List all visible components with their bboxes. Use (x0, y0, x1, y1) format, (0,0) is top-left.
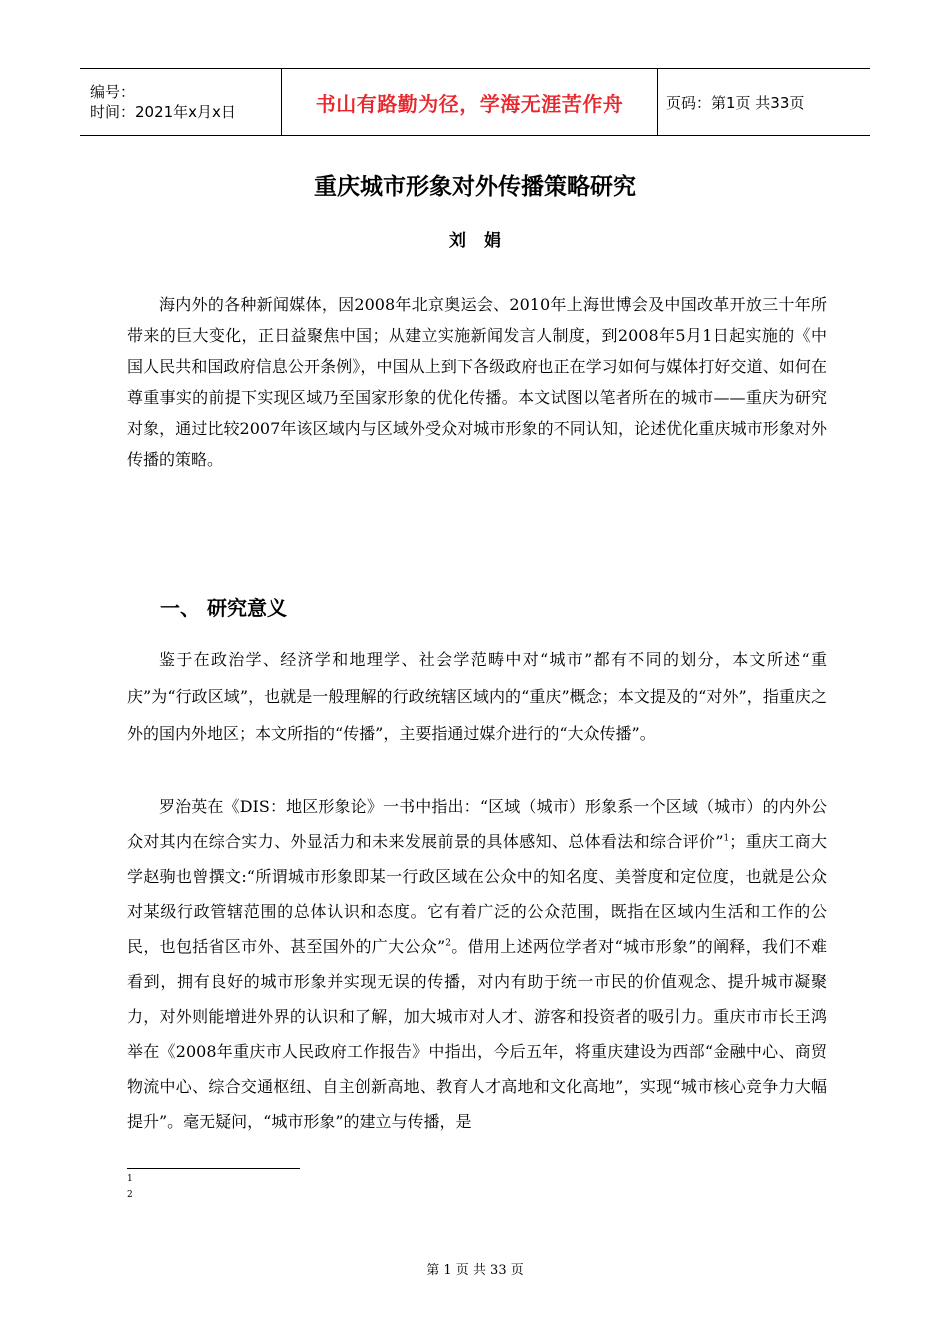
footnote-2: 2 (127, 1190, 133, 1200)
para2-text-a: 罗治英在《DIS：地区形象论》一书中指出：“区域（城市）形象系一个区域（城市）的内外公众对其内在综合实力、外显活力和未来发展前景的具体感知、总体看法和综合评价” (127, 797, 827, 851)
page-footer: 第 1 页 共 33 页 (426, 1263, 524, 1278)
header-motto-cell (281, 69, 658, 135)
document-title: 重庆城市形象对外传播策略研究 (314, 174, 636, 200)
footnote-1: 1 (127, 1174, 133, 1184)
author-name: 刘娟 (449, 231, 519, 251)
document-header (80, 68, 870, 136)
footnote-separator (127, 1168, 300, 1169)
para2-text-c: 。借用上述两位学者对“城市形象”的阐释，我们不难看到，拥有良好的城市形象并实现无误的传播，对内有助于统一市民的价值观念、提升城市凝聚力，对外则能增进外界的认识和了解，加大城市对人才、游客和投资者的吸引力。重庆市市长王鸿举在《2008年重庆市人民政府工作报告》中指出，今后五年，将重庆建设为西部“金融中心、商贸物流中心、综合交通枢纽、自主创新高地、教育人才高地和文化高地”，实现“城市核心竞争力大幅提升”。毫无疑问，“城市形象”的建立与传播，是 (127, 937, 827, 1131)
footnote-ref-1: 1 (723, 833, 730, 844)
section-heading: 一、 研究意义 (160, 596, 287, 620)
body-paragraph-1: 鉴于在政治学、经济学和地理学、社会学范畴中对“城市”都有不同的划分，本文所述“重庆”为“行政区域”，也就是一般理解的行政统辖区域内的“重庆”概念；本文提及的“对外”，指重庆之外的国内外地区；本文所指的“传播”，主要指通过媒介进行的“大众传播”。 (127, 650, 827, 743)
body-paragraph-2 (127, 789, 827, 1139)
motto-text: 书山有路勤为径，学海无涯苦作舟 (315, 91, 624, 116)
header-meta (80, 69, 281, 135)
footnote-ref-2: 2 (445, 938, 451, 949)
abstract-paragraph: 海内外的各种新闻媒体，因2008年北京奥运会、2010年上海世博会及中国改革开放三十年所带来的巨大变化，正日益聚焦中国；从建立实施新闻发言人制度，到2008年5月1日起实施的《中国人民共和国政府信息公开条例》，中国从上到下各级政府也正在学习如何与媒体打好交道、如何在尊重事实的前提下实现区域乃至国家形象的优化传播。本文试图以笔者所在的城市——重庆为研究对象，通过比较2007年该区域内与区域外受众对城市形象的不同认知，论述优化重庆城市形象对外传播的策略。 (127, 295, 827, 469)
para2-text-b: ；重庆工商大学赵驹也曾撰文:“所谓城市形象即某一行政区域在公众中的知名度、美誉度和定位度，也就是公众对某级行政管辖范围的总体认识和态度。它有着广泛的公众范围，既指在区域内生活和工作的公民，也包括省区市外、甚至国外的广大公众” (127, 832, 827, 956)
number-label: 编号： (90, 83, 136, 101)
date-label: 时间：2021年x月x日 (90, 103, 236, 121)
header-page-info (658, 69, 870, 135)
page-info-text: 页码：第1页 共33页 (666, 93, 805, 112)
